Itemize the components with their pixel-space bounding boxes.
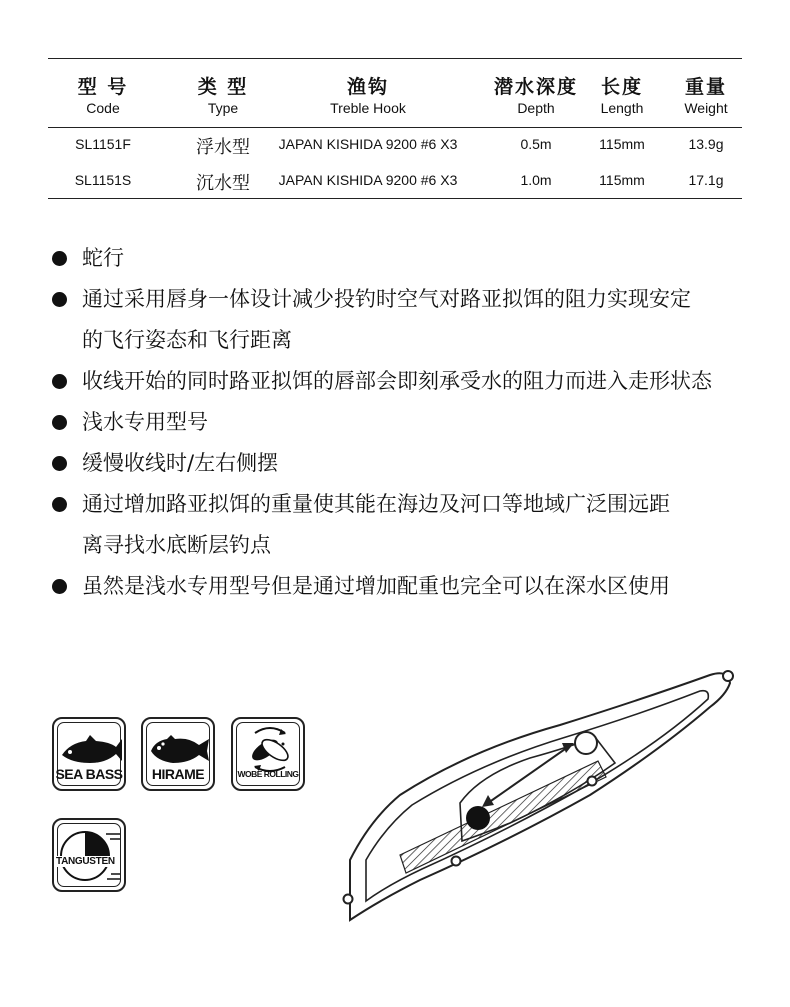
- header-length-en: Length: [600, 100, 644, 116]
- bullet-dot: [52, 415, 67, 430]
- row-code: SL1151F: [75, 136, 131, 152]
- sea-bass-badge: [52, 717, 126, 791]
- row-hook: JAPAN KISHIDA 9200 #6 X3: [278, 172, 458, 188]
- bullet-dot: [52, 292, 67, 307]
- row-length: 115mm: [599, 172, 645, 188]
- lure-diagram: [330, 655, 750, 945]
- feature-item: [52, 484, 762, 566]
- feature-line: 缓慢收线时/左右侧摆: [82, 451, 279, 475]
- table-row: [48, 128, 742, 164]
- bullet-dot: [52, 579, 67, 594]
- table-bottom-rule: [48, 198, 742, 199]
- wobble-rolling-badge: [231, 717, 305, 791]
- header-depth-zh: 潜水深度: [493, 76, 578, 98]
- table-header: [48, 59, 742, 125]
- row-length: 115mm: [599, 136, 645, 152]
- tungsten-weight-icon: [54, 820, 124, 890]
- tungsten-label: TANGUSTEN: [56, 856, 115, 867]
- hirame-label: HIRAME: [151, 766, 205, 782]
- header-hook-en: Treble Hook: [330, 100, 406, 116]
- wobble-rolling-icon: [235, 723, 305, 773]
- tungsten-badge: [52, 818, 126, 892]
- header-depth-en: Depth: [517, 100, 555, 116]
- hirame-badge: [141, 717, 215, 791]
- spec-table: [48, 58, 742, 199]
- sea-bass-label: SEA BASS: [55, 766, 123, 782]
- row-weight: 13.9g: [688, 136, 724, 152]
- feature-list: [52, 238, 762, 607]
- feature-line: 浅水专用型号: [82, 410, 208, 434]
- header-weight-en: Weight: [684, 100, 728, 116]
- header-type-en: Type: [207, 100, 239, 116]
- feature-line: 通过采用唇身一体设计减少投钓时空气对路亚拟饵的阻力实现安定: [82, 287, 691, 311]
- bullet-dot: [52, 251, 67, 266]
- feature-item: [52, 279, 762, 361]
- feature-item: [52, 402, 762, 443]
- row-depth: 1.0m: [520, 172, 552, 188]
- bullet-dot: [52, 497, 67, 512]
- row-type: 浮水型: [196, 137, 250, 158]
- feature-line: 通过增加路亚拟饵的重量使其能在海边及河口等地域广泛围远距: [82, 492, 670, 516]
- feature-item: [52, 566, 762, 607]
- wobble-rolling-label: WOBE ROLLING: [237, 769, 299, 779]
- header-code-zh: 型 号: [77, 76, 129, 98]
- row-weight: 17.1g: [688, 172, 724, 188]
- row-type: 沉水型: [196, 173, 250, 194]
- feature-line: 虽然是浅水专用型号但是通过增加配重也完全可以在深水区使用: [82, 574, 670, 598]
- header-hook-zh: 渔钩: [346, 76, 389, 98]
- row-hook: JAPAN KISHIDA 9200 #6 X3: [278, 136, 458, 152]
- row-depth: 0.5m: [520, 136, 552, 152]
- bullet-dot: [52, 456, 67, 471]
- feature-line: 收线开始的同时路亚拟饵的唇部会即刻承受水的阻力而进入走形状态: [82, 369, 712, 393]
- feature-line: 蛇行: [82, 246, 124, 270]
- table-row: [48, 164, 742, 194]
- header-weight-zh: 重量: [684, 76, 727, 98]
- feature-item: [52, 443, 762, 484]
- feature-line: 的飞行姿态和飞行距离: [82, 328, 292, 352]
- header-code-en: Code: [86, 100, 120, 116]
- header-length-zh: 长度: [600, 76, 643, 98]
- row-code: SL1151S: [74, 172, 132, 188]
- feature-item: [52, 361, 762, 402]
- header-type-zh: 类 型: [197, 76, 249, 98]
- feature-item: [52, 238, 762, 279]
- feature-line: 离寻找水底断层钓点: [82, 533, 271, 557]
- bullet-dot: [52, 374, 67, 389]
